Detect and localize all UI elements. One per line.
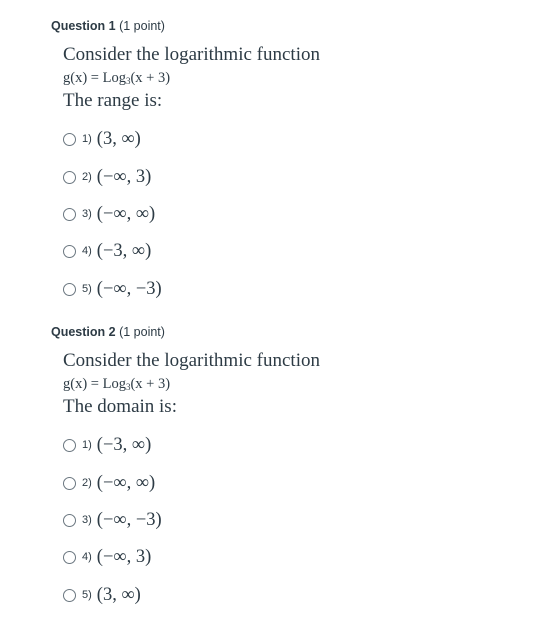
radio-button[interactable] — [63, 171, 76, 184]
radio-button[interactable] — [63, 245, 76, 258]
option-value: (−∞, 3) — [96, 166, 152, 187]
radio-button[interactable] — [63, 589, 76, 602]
answer-option-2[interactable] — [63, 166, 151, 188]
formula-lhs: g(x) = Log — [63, 70, 126, 86]
answer-option-5[interactable] — [63, 584, 141, 606]
option-value: (3, ∞) — [96, 584, 141, 605]
formula-log-base: 3 — [125, 76, 131, 86]
radio-button[interactable] — [63, 283, 76, 296]
option-value: (−3, ∞) — [96, 434, 152, 455]
option-number: 3) — [82, 514, 92, 526]
option-number: 4) — [82, 245, 92, 257]
function-formula — [63, 70, 170, 87]
question-points: (1 point) — [119, 19, 165, 33]
option-value: (3, ∞) — [96, 128, 141, 149]
option-value: (−∞, 3) — [96, 546, 152, 567]
option-value: (−∞, ∞) — [96, 203, 156, 224]
answer-option-1[interactable] — [63, 128, 141, 150]
option-number: 5) — [82, 283, 92, 295]
option-number: 1) — [82, 133, 92, 145]
radio-button[interactable] — [63, 208, 76, 221]
formula-rhs: (x + 3) — [130, 376, 171, 392]
radio-button[interactable] — [63, 439, 76, 452]
question-prompt: Consider the logarithmic function — [63, 350, 320, 371]
function-formula — [63, 376, 170, 393]
option-number: 4) — [82, 551, 92, 563]
option-value: (−∞, −3) — [96, 509, 162, 530]
question-number: Question 1 — [51, 19, 116, 33]
formula-lhs: g(x) = Log — [63, 376, 126, 392]
radio-button[interactable] — [63, 133, 76, 146]
option-number: 1) — [82, 439, 92, 451]
option-value: (−∞, −3) — [96, 278, 162, 299]
answer-option-3[interactable] — [63, 509, 162, 531]
question-prompt: Consider the logarithmic function — [63, 44, 320, 65]
radio-button[interactable] — [63, 514, 76, 527]
question-header — [51, 19, 165, 33]
formula-rhs: (x + 3) — [130, 70, 171, 86]
answer-option-4[interactable] — [63, 240, 151, 262]
option-number: 5) — [82, 589, 92, 601]
option-value: (−3, ∞) — [96, 240, 152, 261]
answer-option-3[interactable] — [63, 203, 155, 225]
answer-option-4[interactable] — [63, 546, 151, 568]
question-number: Question 2 — [51, 325, 116, 339]
question-ask: The domain is: — [63, 396, 177, 417]
answer-option-2[interactable] — [63, 472, 155, 494]
question-ask: The range is: — [63, 90, 163, 111]
question-points: (1 point) — [119, 325, 165, 339]
answer-option-5[interactable] — [63, 278, 162, 300]
formula-log-base: 3 — [125, 382, 131, 392]
radio-button[interactable] — [63, 477, 76, 490]
option-number: 2) — [82, 477, 92, 489]
answer-option-1[interactable] — [63, 434, 151, 456]
radio-button[interactable] — [63, 551, 76, 564]
option-value: (−∞, ∞) — [96, 472, 156, 493]
option-number: 2) — [82, 171, 92, 183]
question-header — [51, 325, 165, 339]
option-number: 3) — [82, 208, 92, 220]
